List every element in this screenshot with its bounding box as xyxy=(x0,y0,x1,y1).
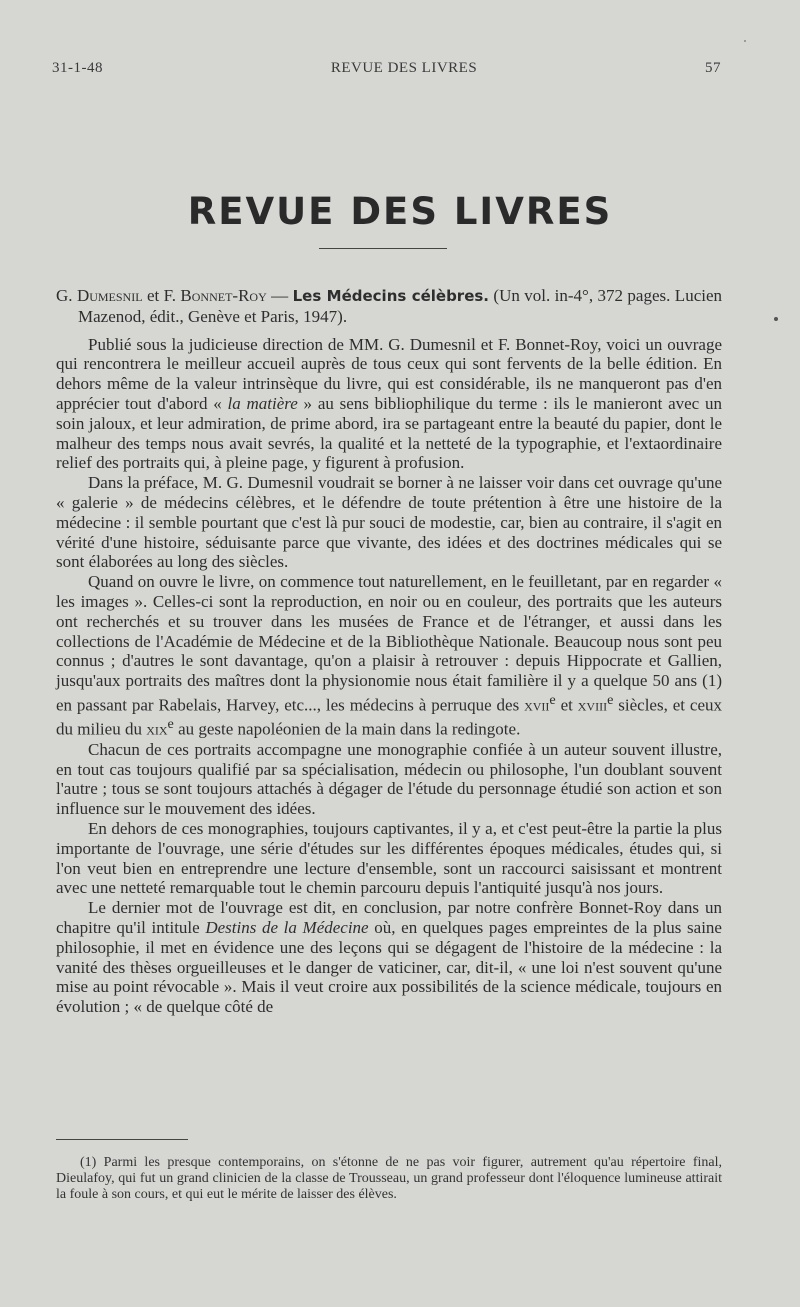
paragraph xyxy=(56,898,722,1017)
superscript: e xyxy=(167,716,174,733)
section-title: REVUE DES LIVRES xyxy=(187,190,613,233)
century-numeral: xviii xyxy=(577,695,608,715)
paragraph xyxy=(56,572,722,740)
century-numeral: xvii xyxy=(524,695,550,715)
page-number: 57 xyxy=(705,60,721,76)
issue-date: 31-1-48 xyxy=(52,60,103,76)
superscript: e xyxy=(607,691,614,708)
citation-details: (Un vol. in-4°, 372 pages. Lucien Mazenod, édit., Genève et Paris, 1947). xyxy=(78,286,723,326)
author-name: F. Bonnet-Roy xyxy=(163,286,267,305)
footnote xyxy=(56,1155,722,1203)
author-name: G. Dumesnil xyxy=(56,286,143,305)
text-run: » au sens bibliophilique du terme : ils le manieront avec un soin jaloux, et leur admiration, de prime abord, ira se partageant entre la beauté du papier, dont le malheur des temps nous avait sevrés, la qualité et la netteté de la typographie, et l'extaordinaire relief des portraits qui, à pleine page, y figurent à profusion. xyxy=(56,393,722,473)
paragraph: Dans la préface, M. G. Dumesnil voudrait se borner à ne laisser voir dans cet ouvrage qu'une « galerie » de médecins célèbres, et le défendre de toute prétention à être une histoire de la médecine : il semble pourtant que c'est là pur souci de modestie, car, bien au contraire, il s'agit en vérité d'une histoire, séduisante parce que vivante, des idées et des doctrines médicales qui se sont élaborées au long des siècles. xyxy=(56,473,722,572)
text-run: où, en quelques pages empreintes de la plus saine philosophie, il met en évidence une des leçons qui se dégagent de l'histoire de la médecine : la vanité des thèses orgueilleuses et le danger de vaticiner, car, dit-il, « une loi n'est souvent qu'une mise au point révocable ». Mais il veut croire aux possibilités de la science médicale, toujours en évolution ; « de quelque côté de xyxy=(56,918,722,1017)
citation-dash: — xyxy=(266,286,293,305)
review-body xyxy=(56,286,722,1017)
paragraph: Chacun de ces portraits accompagne une monographie confiée à un auteur souvent illustre, en tout cas toujours qualifié par sa spécialisation, médecin ou philosophe, l'un doublant souvent l'autre ; tous se sont toujours attachés à dégager de l'étude du personnage étudié son action et son influence sur le mouvement des idées. xyxy=(56,739,722,819)
paragraph xyxy=(56,335,722,474)
title-rule xyxy=(319,248,447,249)
text-run: et xyxy=(555,695,578,715)
book-title: Les Médecins célèbres. xyxy=(292,287,490,305)
footnote-text: (1) Parmi les presque contemporains, on s'étonne de ne pas voir figurer, autrement qu'au répertoire final, Dieulafoy, qui fut un grand clinicien de la classe de Trousseau, un grand professeur dont l'éloquence lumineuse attirait la foule à son cours, et qui eut le mérite de laisser des élèves. xyxy=(56,1155,722,1202)
citation-connector: et xyxy=(142,286,164,305)
paragraph: En dehors de ces monographies, toujours captivantes, il y a, et c'est peut-être la partie la plus importante de l'ouvrage, une série d'études sur les différentes époques médicales, études qui, si l'on veut bien en entreprendre une lecture d'ensemble, sont un raccourci saisissant et montrent avec une netteté remarquable tout le chemin parcouru depuis l'antiquité jusqu'à nos jours. xyxy=(56,819,722,898)
book-citation xyxy=(56,286,722,327)
century-numeral: xix xyxy=(146,720,168,740)
running-title: REVUE DES LIVRES xyxy=(330,60,478,76)
text-run: Publié sous la judicieuse direction de MM. G. Dumesnil et F. Bonnet-Roy, voici un ouvrage qui rencontrera le meilleur accueil auprès de tous ceux qui sont fervents de la belle édition. En dehors même de la valeur intrinsèque du livre, qui est considérable, ils ne manqueront pas d'en apprécier tout d'abord « xyxy=(56,334,722,413)
footnote-rule xyxy=(56,1139,188,1140)
text-run: au geste napoléonien de la main dans la redingote. xyxy=(173,720,521,740)
emphasis: la matière xyxy=(227,393,298,413)
text-run: Quand on ouvre le livre, on commence tout naturellement, en le feuilletant, par en regarder « les images ». Celles-ci sont la reproduction, en noir ou en couleur, des portraits que les auteurs ont recherchés et su trouver dans les musées de France et de l'étranger, et aussi dans les collections de l'Académie de Médecine et de la Bibliothèque Nationale. Beaucoup nous sont peu connus ; d'autres le sont davantage, qu'on a plaisir à retrouver : depuis Hippocrate et Gallien, jusqu'aux portraits des maîtres dont la physionomie nous était familière il y a quelque 50 ans (1) en passant par Rabelais, Harvey, etc..., les médecins à perruque des xyxy=(56,572,722,715)
running-header xyxy=(52,60,721,77)
paper-speck xyxy=(744,40,746,42)
paper-speck xyxy=(774,317,778,321)
text-run: siècles, et ceux du milieu du xyxy=(56,695,722,740)
superscript: e xyxy=(549,691,556,708)
emphasis: Destins de la Médecine xyxy=(205,918,369,938)
text-run: Le dernier mot de l'ouvrage est dit, en conclusion, par notre confrère Bonnet-Roy dans un chapitre qu'il intitule xyxy=(56,898,722,938)
